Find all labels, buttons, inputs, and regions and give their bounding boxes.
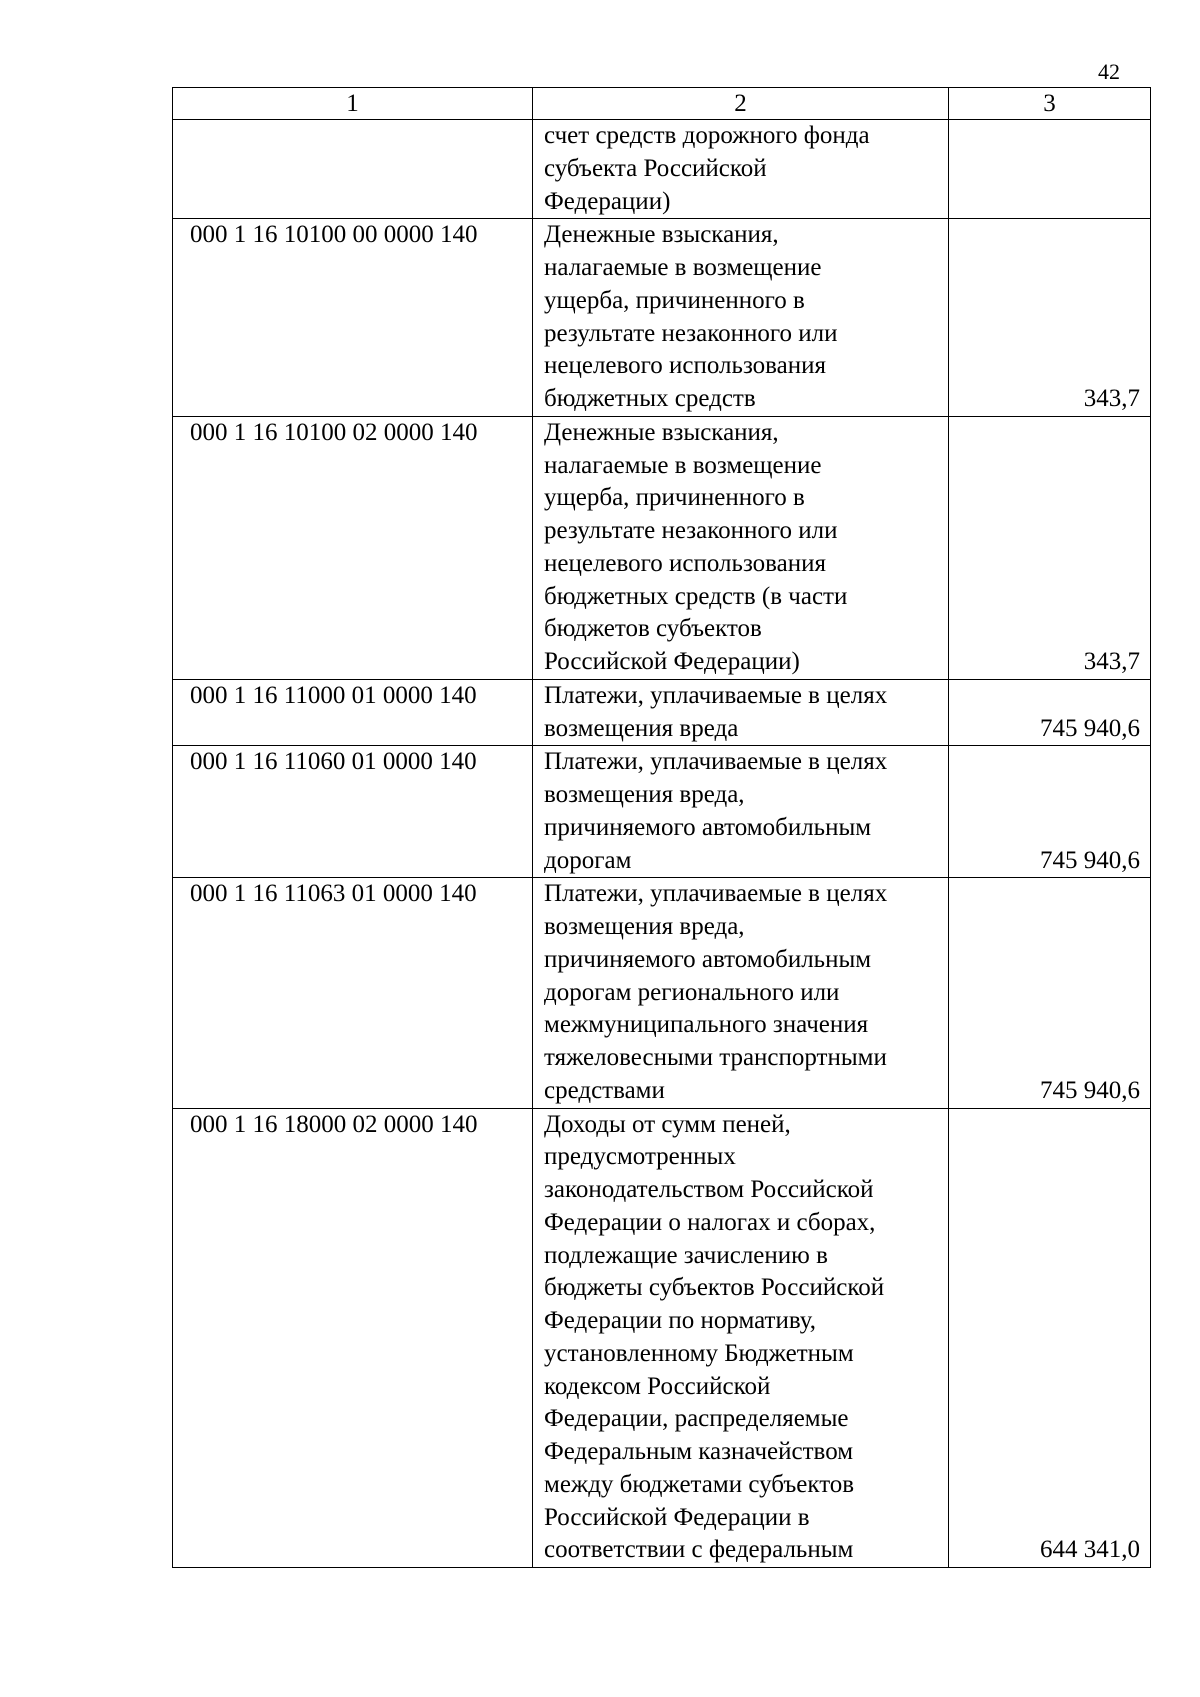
description-line: Российской Федерации) (544, 648, 800, 675)
revenue-code-cell: 000 1 16 18000 02 0000 140 (173, 1108, 533, 1568)
description-line: Российской Федерации в (544, 1503, 810, 1531)
description-line: законодательством Российской (544, 1176, 874, 1203)
table-row (173, 679, 1151, 746)
description-line: Федерации, распределяемые (544, 1405, 849, 1433)
description-line: счет средств дорожного фонда (544, 122, 870, 149)
description-line: бюджеты субъектов Российской (544, 1274, 885, 1302)
description-line: дорогам (544, 846, 632, 874)
table-row (173, 219, 1151, 417)
table-row (173, 746, 1151, 878)
description-line: соответствии с федеральным (544, 1536, 854, 1564)
description-line: Денежные взыскания, (544, 221, 779, 249)
budget-revenue-table (172, 87, 1151, 1568)
description-line: Денежные взыскания, (544, 418, 779, 446)
table-row (173, 878, 1151, 1108)
revenue-description-cell (533, 746, 949, 878)
description-line: кодексом Российской (544, 1372, 771, 1400)
revenue-code-cell (173, 120, 533, 219)
description-line: Платежи, уплачиваемые в целях (544, 681, 888, 709)
description-line: налагаемые в возмещение (544, 451, 822, 479)
description-line: подлежащие зачислению в (544, 1241, 828, 1269)
revenue-description-cell (533, 878, 949, 1108)
revenue-description-cell (533, 219, 949, 417)
column-header-code: 1 (173, 88, 533, 120)
description-line: бюджетов субъектов (544, 615, 762, 643)
description-line: Федерации) (544, 187, 671, 215)
revenue-code-cell: 000 1 16 11063 01 0000 140 (173, 878, 533, 1108)
revenue-code-cell: 000 1 16 10100 00 0000 140 (173, 219, 533, 417)
table-row (173, 120, 1151, 219)
description-line: бюджетных средств (544, 385, 756, 412)
description-line: Доходы от сумм пеней, (544, 1110, 791, 1138)
description-line: возмещения вреда, (544, 781, 745, 808)
column-header-amount: 3 (949, 88, 1151, 120)
amount-cell: 644 341,0 (949, 1108, 1151, 1568)
amount-cell: 343,7 (949, 416, 1151, 679)
amount-cell: 343,7 (949, 219, 1151, 417)
description-line: Федеральным казначейством (544, 1438, 854, 1465)
table-row (173, 416, 1151, 679)
description-line: налагаемые в возмещение (544, 254, 822, 281)
amount-cell: 745 940,6 (949, 746, 1151, 878)
revenue-description-cell (533, 679, 949, 746)
description-line: установленному Бюджетным (544, 1339, 854, 1367)
revenue-description-cell (533, 416, 949, 679)
description-line: ущерба, причиненного в (544, 484, 805, 512)
column-header-description: 2 (533, 88, 949, 120)
page-number: 42 (1098, 59, 1120, 84)
description-line: Платежи, уплачиваемые в целях (544, 748, 888, 776)
description-line: Федерации о налогах и сборах, (544, 1208, 876, 1236)
description-line: ущерба, причиненного в (544, 286, 805, 314)
revenue-description-cell (533, 120, 949, 219)
description-line: причиняемого автомобильным (544, 813, 872, 841)
description-line: между бюджетами субъектов (544, 1470, 855, 1498)
description-line: бюджетных средств (в части (544, 582, 848, 610)
revenue-description-cell (533, 1108, 949, 1568)
table-header-row (173, 88, 1151, 120)
description-line: возмещения вреда, (544, 913, 745, 940)
revenue-code-cell: 000 1 16 11000 01 0000 140 (173, 679, 533, 746)
revenue-code-cell: 000 1 16 11060 01 0000 140 (173, 746, 533, 878)
description-line: причиняемого автомобильным (544, 945, 872, 973)
description-line: нецелевого использования (544, 549, 826, 577)
description-line: нецелевого использования (544, 352, 826, 380)
amount-cell (949, 120, 1151, 219)
description-line: субъекта Российской (544, 154, 767, 182)
description-line: Федерации по нормативу, (544, 1307, 817, 1334)
description-line: Платежи, уплачиваемые в целях (544, 880, 888, 908)
description-line: межмуниципального значения (544, 1011, 869, 1039)
description-line: возмещения вреда (544, 714, 739, 742)
description-line: предусмотренных (544, 1143, 736, 1171)
amount-cell: 745 940,6 (949, 679, 1151, 746)
table-row (173, 1108, 1151, 1568)
revenue-code-cell: 000 1 16 10100 02 0000 140 (173, 416, 533, 679)
description-line: результате незаконного или (544, 517, 838, 544)
description-line: дорогам регионального или (544, 978, 840, 1006)
description-line: средствами (544, 1076, 665, 1104)
description-line: тяжеловесными транспортными (544, 1044, 887, 1071)
description-line: результате незаконного или (544, 319, 838, 347)
amount-cell: 745 940,6 (949, 878, 1151, 1108)
